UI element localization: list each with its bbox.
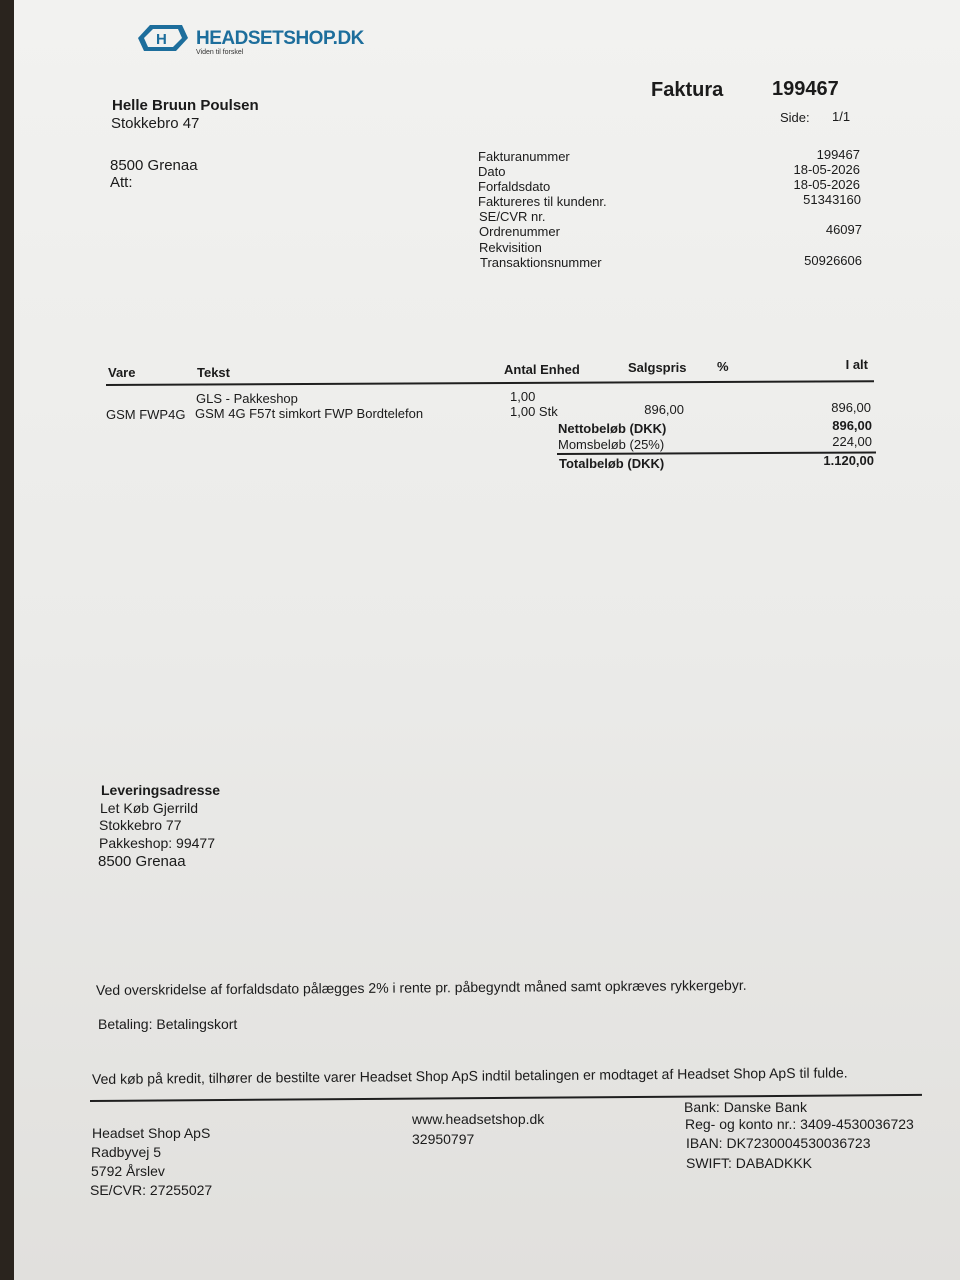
bank-line: Reg- og konto nr.: 3409-4530036723 (685, 1116, 914, 1132)
logo-text: HEADSETSHOP.DK (196, 28, 364, 49)
side-label: Side: (780, 110, 810, 125)
company-line: 5792 Årslev (91, 1163, 165, 1179)
meta-label: Fakturanummer (478, 149, 570, 164)
invoice-title: Faktura (651, 79, 724, 101)
meta-value: 18-05-2026 (793, 177, 860, 192)
total-label: Totalbeløb (DKK) (559, 456, 665, 471)
total-value: 1.120,00 (823, 453, 874, 468)
delivery-line: Let Køb Gjerrild (100, 800, 199, 816)
invoice-page (14, 0, 960, 1280)
customer-city: 8500 Grenaa (110, 157, 198, 174)
bank-line: IBAN: DK7230004530036723 (686, 1135, 871, 1151)
row-ialt: 896,00 (831, 400, 871, 415)
col-header-vare: Vare (108, 365, 136, 380)
customer-street: Stokkebro 47 (111, 115, 200, 132)
col-header-percent: % (717, 359, 729, 374)
delivery-heading: Leveringsadresse (101, 782, 221, 798)
payment-method: Betaling: Betalingskort (98, 1016, 238, 1032)
meta-value: 51343160 (803, 192, 861, 207)
col-header-antal: Antal Enhed (504, 362, 580, 377)
row-antal: 1,00 Stk (510, 404, 558, 419)
moms-label: Momsbeløb (25%) (558, 437, 665, 452)
headset-logo-icon (134, 20, 190, 56)
col-header-salgspris: Salgspris (628, 360, 687, 375)
table-header-rule (106, 380, 874, 385)
meta-label: SE/CVR nr. (479, 209, 546, 224)
customer-att: Att: (110, 174, 133, 191)
logo-tagline: Viden til forskel (196, 49, 244, 56)
company-line: SE/CVR: 27255027 (90, 1182, 213, 1198)
row-salgspris: 896,00 (644, 402, 684, 417)
meta-value: 46097 (825, 222, 862, 237)
meta-value: 18-05-2026 (793, 162, 860, 177)
invoice-number: 199467 (772, 78, 839, 100)
meta-label: Ordrenummer (479, 224, 560, 239)
meta-label: Transaktionsnummer (480, 255, 602, 270)
col-header-ialt: I alt (845, 357, 868, 372)
bank-line: SWIFT: DABADKKK (686, 1155, 813, 1171)
meta-label: Rekvisition (479, 240, 542, 255)
svg-text:H: H (156, 31, 167, 48)
meta-value: 50926606 (804, 253, 862, 268)
netto-value: 896,00 (832, 418, 872, 433)
bank-line: Bank: Danske Bank (684, 1099, 807, 1115)
row-tekst: GSM 4G F57t simkort FWP Bordtelefon (195, 406, 424, 421)
headsetshop-logo (134, 20, 394, 60)
website-link[interactable]: www.headsetshop.dk (412, 1111, 545, 1127)
row-antal: 1,00 (510, 389, 536, 404)
phone-number: 32950797 (412, 1131, 475, 1147)
credit-note: Ved køb på kredit, tilhører de bestilte varer Headset Shop ApS indtil betalingen er modtaget af Headset Shop ApS til fulde. (91, 1064, 848, 1087)
meta-label: Forfaldsdato (478, 179, 551, 194)
row-vare: GSM FWP4G (106, 407, 186, 422)
late-payment-note: Ved overskridelse af forfaldsdato pålægges 2% i rente pr. påbegyndt måned samt opkræves rykkergebyr. (95, 976, 747, 998)
delivery-line: Pakkeshop: 99477 (99, 835, 215, 851)
col-header-tekst: Tekst (197, 365, 230, 380)
meta-label: Dato (478, 164, 506, 179)
company-line: Headset Shop ApS (92, 1125, 211, 1141)
meta-value: 199467 (816, 147, 860, 162)
delivery-line: Stokkebro 77 (99, 817, 182, 833)
side-value: 1/1 (832, 109, 851, 124)
moms-value: 224,00 (832, 434, 872, 449)
delivery-line: 8500 Grenaa (98, 853, 186, 870)
netto-label: Nettobeløb (DKK) (558, 421, 667, 436)
row-tekst: GLS - Pakkeshop (196, 391, 298, 406)
customer-name: Helle Bruun Poulsen (112, 97, 259, 114)
meta-label: Faktureres til kundenr. (478, 194, 607, 209)
company-line: Radbyvej 5 (91, 1144, 162, 1160)
